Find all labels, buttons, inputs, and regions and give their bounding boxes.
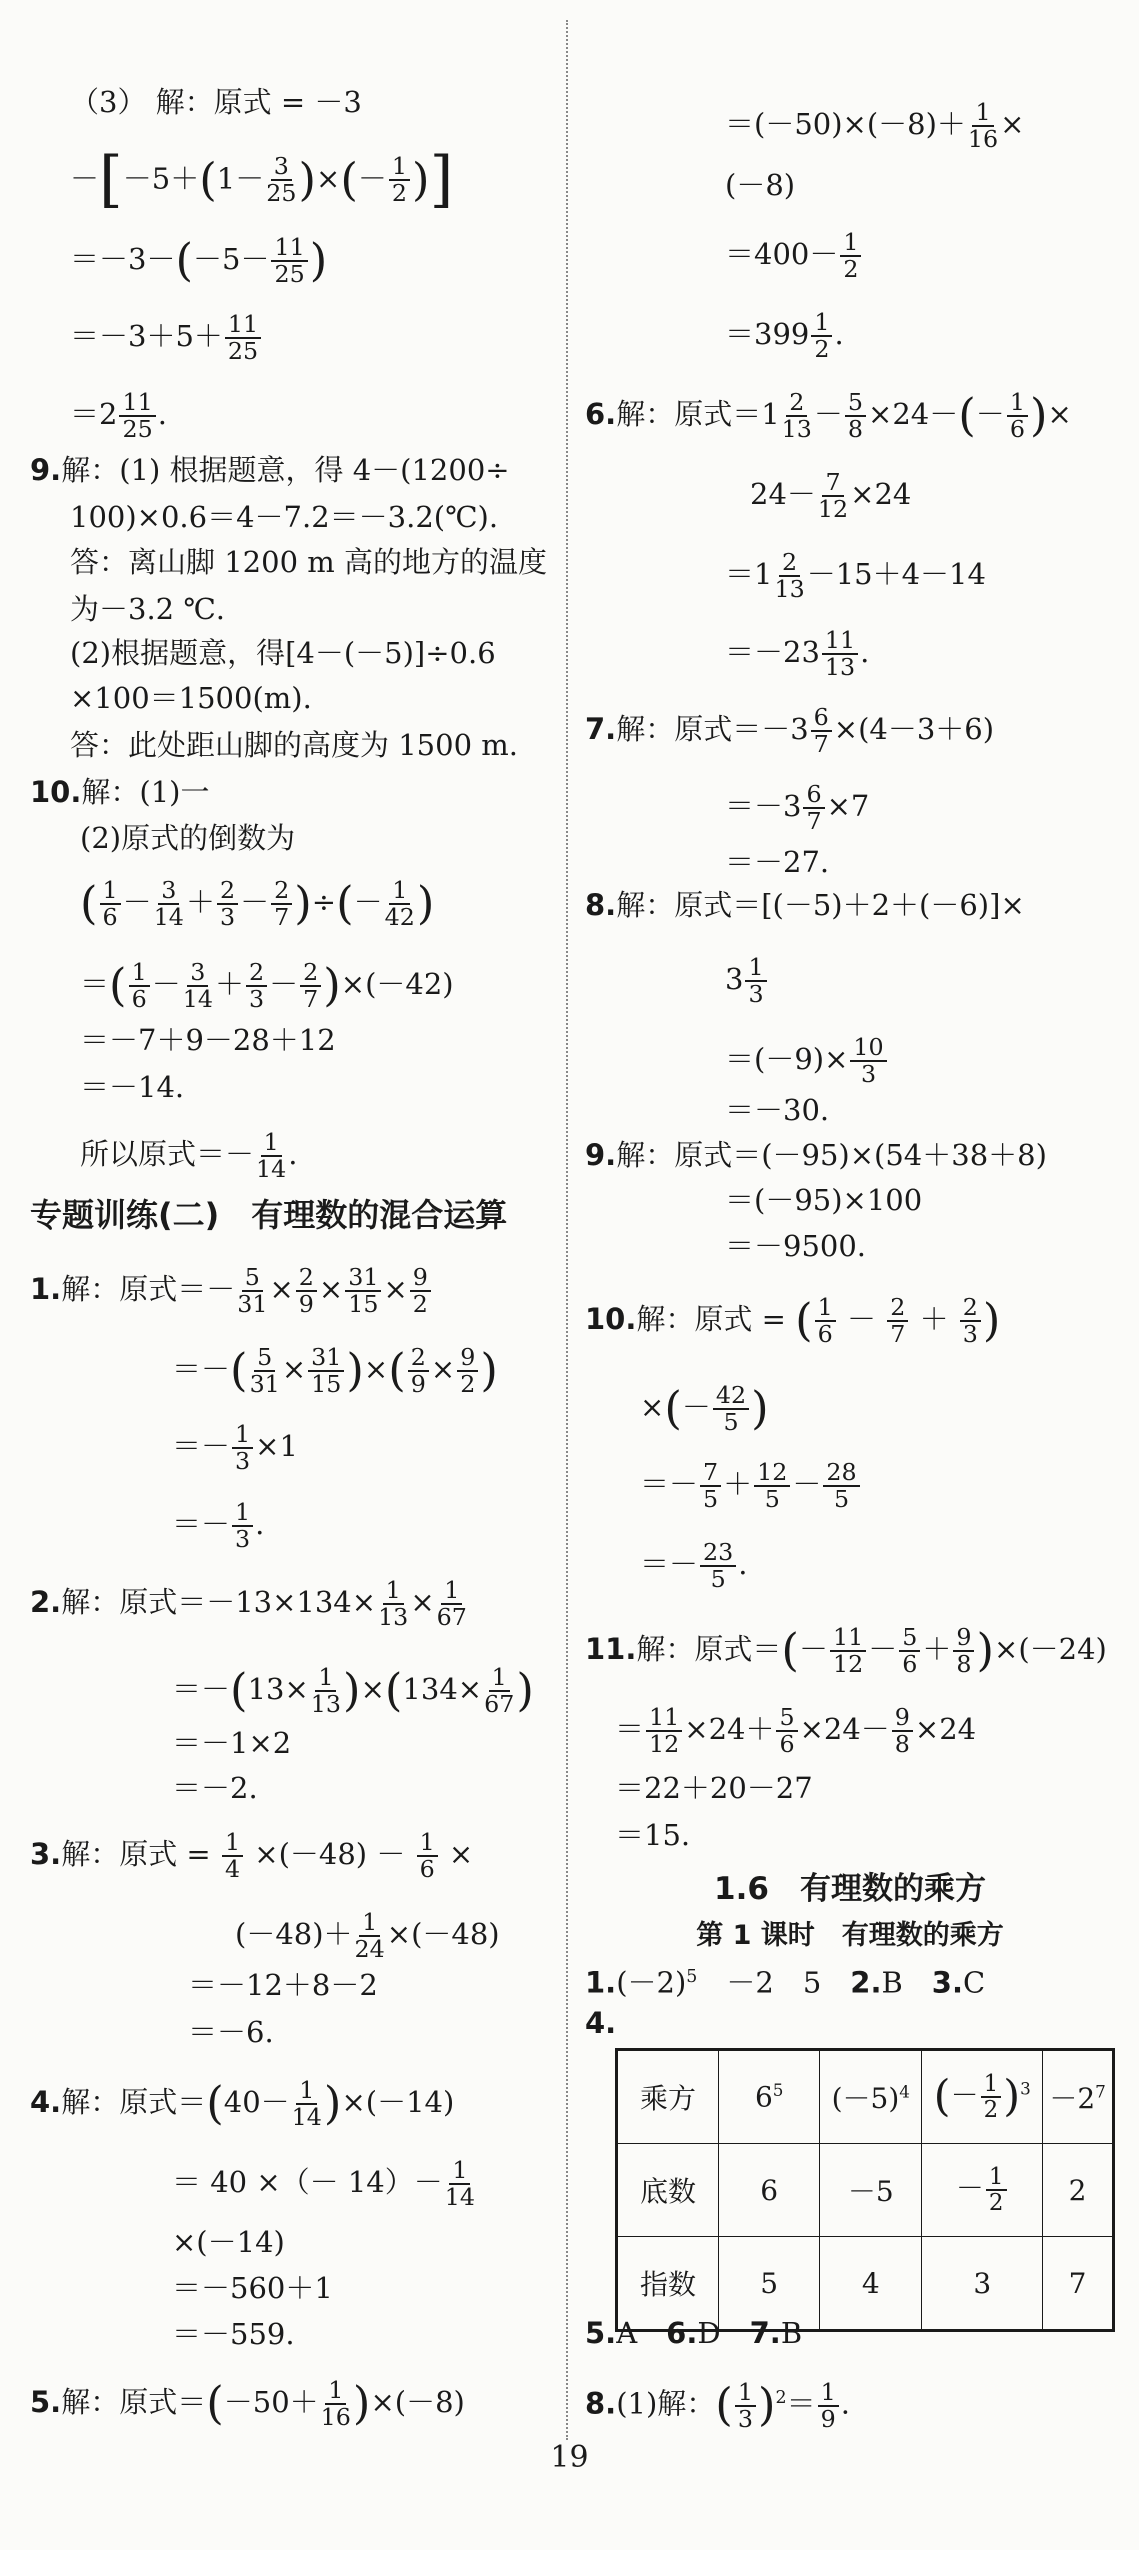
p2-line-1: 2.解：原式＝－13×134× $\frac{1}{13}$ × $\frac{1}{67}$ [30,1576,467,1631]
p6-line-3: ＝1 $\frac{2}{13}$ －15＋4－14 [725,548,986,603]
cell: － $\frac{1}{2}$ [922,2144,1043,2237]
p10-line-4: ＝－ $\frac{23}{5}$ . [640,1538,748,1593]
cell: 5 [719,2237,820,2331]
cell: $-2^7$ [1043,2050,1114,2144]
p4-line-1: 4.解：原式＝(40－ $\frac{1}{14}$ )×(－14) [30,2076,455,2131]
p5c-line-3: ＝400－ $\frac{1}{2}$ [725,230,863,282]
q10-line-1: 10.解：(1)一 [30,775,210,809]
q10-line-2: (2)原式的倒数为 [80,821,296,855]
p2-line-4: ＝－2. [172,1771,258,1805]
prev-line-3: ＝－3－(－5－ $\frac{11}{25}$ ) [70,233,328,288]
p7-line-1: 7.解：原式＝－3 $\frac{6}{7}$ ×(4－3＋6) [585,703,995,758]
answers-5-7: 5.A 6.D 7.B [585,2316,803,2350]
cell: 6 [719,2144,820,2237]
p2-line-3: ＝－1×2 [172,1726,292,1760]
q9-line-2: 100)×0.6＝4－7.2＝－3.2(℃). [70,500,499,534]
p4-line-3: ×(－14) [172,2225,285,2259]
p5c-line-1: ＝(－50)×(－8)＋ $\frac{1}{16}$ × [725,98,1025,153]
cell: 2 [1043,2144,1114,2237]
q10-line-7: 所以原式＝－ $\frac{1}{14}$ . [80,1128,298,1183]
row-label: 乘方 [617,2050,719,2144]
p4-line-4: ＝－560＋1 [172,2271,333,2305]
q9-line-7: 答：此处距山脚的高度为 1500 m. [70,728,518,762]
q9-line-5: (2)根据题意，得[4－(－5)]÷0.6 [70,636,496,670]
q9-line-6: ×100＝1500(m). [70,681,312,715]
p4-line-5: ＝－559. [172,2317,295,2351]
p5-line-1: 5.解：原式＝(－50＋ $\frac{1}{16}$ )×(－8) [30,2376,465,2431]
p11-line-2: ＝ $\frac{11}{12}$ ×24＋ $\frac{5}{6}$ ×24－ $\frac{9}{8}$ ×24 [615,1703,977,1758]
cell: 3 [922,2237,1043,2331]
p3-line-3: ＝－12＋8－2 [188,1968,378,2002]
q10-line-3: ( $\frac{1}{6}$ － $\frac{3}{14}$ ＋ $\frac{2}{3}$ － $\frac{2}{7}$ )÷(－ $\frac{1}{42}$ ) [80,876,435,931]
p11-line-4: ＝15. [615,1818,691,1852]
section-title-mixed-operations: 专题训练(二) 有理数的混合运算 [30,1196,508,1234]
cell: $(-5)^4$ [820,2050,922,2144]
cell: $6^5$ [719,2050,820,2144]
p9-line-1: 9.解：原式＝(－95)×(54＋38＋8) [585,1138,1047,1172]
p8-line-4: ＝－30. [725,1093,830,1127]
p6-line-1: 6.解：原式＝1 $\frac{2}{13}$ － $\frac{5}{8}$ ×24－(－ $\frac{1}{6}$ )× [585,388,1072,443]
prev-line-1: （3） 解：原式 = －3 [70,85,362,119]
cell: (－ $\frac{1}{2}$ )$^3$ [922,2050,1043,2144]
answers-1-3: $1.(-2)^5$ －2 5 2.B 3.C [585,1965,986,2000]
p1-line-3: ＝－ $\frac{1}{3}$ ×1 [172,1420,298,1475]
p4-line-2: ＝ 40 ×（－ 14）－ $\frac{1}{14}$ [172,2156,476,2211]
cell: 7 [1043,2237,1114,2331]
lesson-title: 第 1 课时 有理数的乘方 [696,1920,1004,1951]
p10-line-1: 10.解：原式 = ( $\frac{1}{6}$ － $\frac{2}{7}$ ＋ $\frac{2}{3}$ ) [585,1293,1001,1348]
prev-line-4: ＝－3＋5＋ $\frac{11}{25}$ [70,312,263,364]
cell: －5 [820,2144,922,2237]
p5c-line-2: (－8) [725,168,796,202]
p8-line-2: 3 $\frac{1}{3}$ [725,955,769,1007]
p7-line-2: ＝－3 $\frac{6}{7}$ ×7 [725,780,870,835]
p5c-line-4: ＝399 $\frac{1}{2}$ . [725,308,844,363]
q4-label: 4. [585,2006,617,2040]
section-title-powers: 1.6 有理数的乘方 [714,1871,986,1907]
p10-line-3: ＝－ $\frac{7}{5}$ ＋ $\frac{12}{5}$ － $\frac{28}{5}$ [640,1460,862,1512]
row-label: 指数 [617,2237,719,2331]
p7-line-3: ＝－27. [725,845,830,879]
p2-line-2: ＝－(13× $\frac{1}{13}$ )×(134× $\frac{1}{67}$ ) [172,1663,534,1718]
row-label: 底数 [617,2144,719,2237]
p1-line-2: ＝－( $\frac{5}{31}$ × $\frac{31}{15}$ )×( $\frac{2}{9}$ × $\frac{9}{2}$ ) [172,1343,498,1398]
q10-line-6: ＝－14. [80,1070,185,1104]
table-row-base [617,2144,1114,2237]
powers-table [615,2048,1115,2332]
p9-line-2: ＝(－95)×100 [725,1183,923,1217]
p3-line-1: 3.解：原式 = $\frac{1}{4}$ ×(－48) － $\frac{1}{6}$ × [30,1828,474,1883]
p6-line-4: ＝－23 $\frac{11}{13}$ . [725,626,870,681]
p11-line-1: 11.解：原式＝(－ $\frac{11}{12}$ － $\frac{5}{6}$ ＋ $\frac{9}{8}$ )×(－24) [585,1623,1107,1678]
q10-line-4: ＝( $\frac{1}{6}$ － $\frac{3}{14}$ ＋ $\frac{2}{3}$ － $\frac{2}{7}$ )×(－42) [80,958,454,1013]
p8-line-3: ＝(－9)× $\frac{10}{3}$ [725,1035,889,1087]
q9-line-4: 为－3.2 ℃. [70,592,225,626]
q10-line-5: ＝－7＋9－28＋12 [80,1023,336,1057]
table-row-power [617,2050,1114,2144]
column-divider [566,20,568,2440]
q9-line-1: 9.解：(1) 根据题意，得 4－(1200÷ [30,453,510,487]
p3-line-2: (－48)＋ $\frac{1}{24}$ ×(－48) [235,1908,500,1963]
p1-line-4: ＝－ $\frac{1}{3}$ . [172,1498,265,1553]
p11-line-3: ＝22＋20－27 [615,1771,813,1805]
cell: 4 [820,2237,922,2331]
p6-line-2: 24－ $\frac{7}{12}$ ×24 [750,468,912,523]
prev-line-2: －[－5＋(1－ $\frac{3}{25}$ )×(－ $\frac{1}{2}$ )] [70,144,454,215]
q8-line-1: 8.(1)解：( $\frac{1}{3}$ )$^2$＝ $\frac{1}{9}$ . [585,2377,850,2433]
p9-line-3: ＝－9500. [725,1229,867,1263]
p1-line-1: 1.解：原式＝－ $\frac{5}{31}$ × $\frac{2}{9}$ × $\frac{31}{15}$ × $\frac{9}{2}$ [30,1265,433,1317]
p3-line-4: ＝－6. [188,2015,274,2049]
p10-line-2: ×(－ $\frac{42}{5}$ ) [640,1381,769,1436]
page-number: 19 [550,2440,589,2475]
prev-line-5: ＝2 $\frac{11}{25}$ . [70,388,167,443]
p8-line-1: 8.解：原式＝[(－5)＋2＋(－6)]× [585,888,1025,922]
q9-line-3: 答：离山脚 1200 m 高的地方的温度 [70,545,547,579]
